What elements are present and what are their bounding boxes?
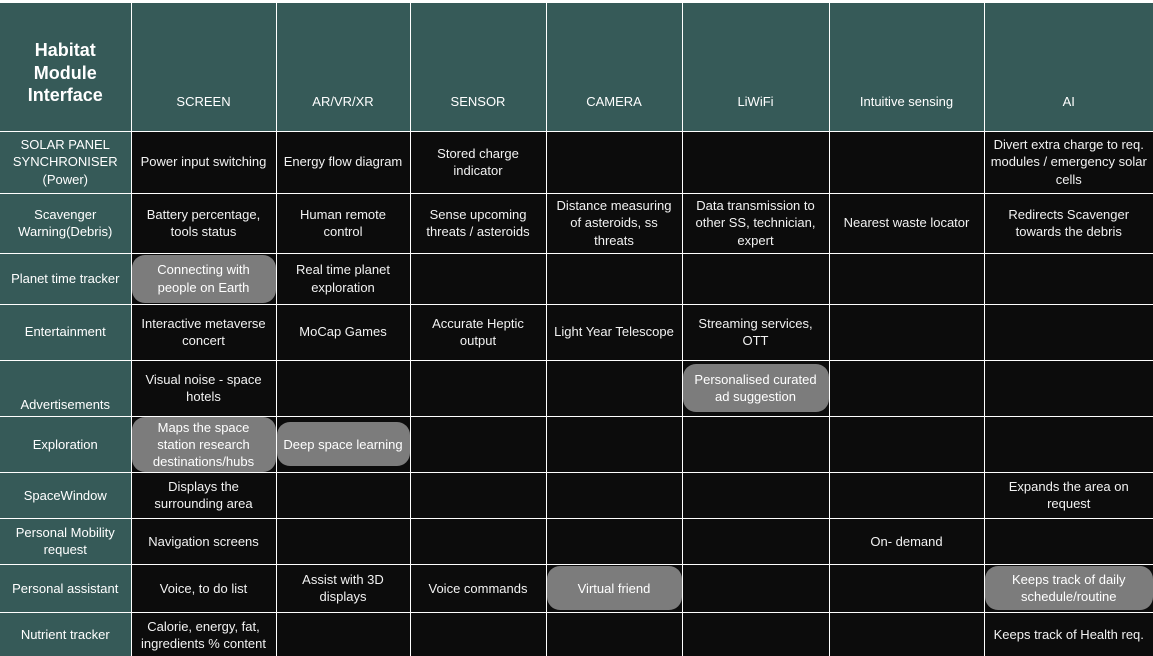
cell-mobility-ar [276, 518, 410, 564]
cell-nutrient-ai: Keeps track of Health req. [984, 612, 1153, 656]
cell-ads-camera [546, 360, 682, 416]
cell-solar-screen: Power input switching [131, 131, 276, 193]
cell-planet-sensor [410, 253, 546, 304]
cell-planet-camera [546, 253, 682, 304]
cell-ads-screen: Visual noise - space hotels [131, 360, 276, 416]
matrix-title-cell [0, 3, 131, 131]
column-header-screen: SCREEN [131, 3, 276, 131]
cell-exploration-intuitive [829, 416, 984, 472]
row-label-solar-panel: SOLAR PANEL SYNCHRONISER (Power) [0, 131, 131, 193]
cell-exploration-ar-text: Deep space learning [283, 436, 402, 453]
cell-solar-liwifi [682, 131, 829, 193]
cell-solar-ai: Divert extra charge to req. modules / emergency solar cells [984, 131, 1153, 193]
matrix-title: Habitat Module Interface [3, 39, 128, 107]
cell-assistant-camera-text: Virtual friend [578, 580, 651, 597]
cell-planet-intuitive [829, 253, 984, 304]
column-header-ai: AI [984, 3, 1153, 131]
cell-spacewindow-screen: Displays the surrounding area [131, 472, 276, 518]
cell-nutrient-screen: Calorie, energy, fat, ingredients % content [131, 612, 276, 656]
cell-planet-liwifi [682, 253, 829, 304]
header-row [0, 3, 1153, 131]
cell-ads-intuitive [829, 360, 984, 416]
cell-solar-ar: Energy flow diagram [276, 131, 410, 193]
cell-assistant-ar: Assist with 3D displays [276, 564, 410, 612]
cell-assistant-ai [984, 564, 1153, 612]
row-label-planet-time: Planet time tracker [0, 253, 131, 304]
cell-entertainment-camera: Light Year Telescope [546, 304, 682, 360]
cell-scavenger-camera: Distance measuring of asteroids, ss threats [546, 193, 682, 253]
cell-scavenger-liwifi: Data transmission to other SS, technician, expert [682, 193, 829, 253]
cell-entertainment-liwifi: Streaming services, OTT [682, 304, 829, 360]
row-label-spacewindow: SpaceWindow [0, 472, 131, 518]
cell-nutrient-intuitive [829, 612, 984, 656]
highlight-pill [985, 566, 1153, 610]
cell-spacewindow-camera [546, 472, 682, 518]
cell-exploration-screen [131, 416, 276, 472]
cell-mobility-liwifi [682, 518, 829, 564]
column-header-sensor: SENSOR [410, 3, 546, 131]
cell-ads-ai [984, 360, 1153, 416]
column-header-liwifi: LiWiFi [682, 3, 829, 131]
cell-solar-sensor: Stored charge indicator [410, 131, 546, 193]
cell-mobility-ai [984, 518, 1153, 564]
matrix-row-spacewindow [0, 472, 1153, 518]
row-label-exploration: Exploration [0, 416, 131, 472]
cell-entertainment-ai [984, 304, 1153, 360]
matrix-row-nutrient-tracker [0, 612, 1153, 656]
cell-entertainment-ar: MoCap Games [276, 304, 410, 360]
row-label-advertisements: Advertisements [0, 360, 131, 416]
cell-exploration-sensor [410, 416, 546, 472]
cell-assistant-intuitive [829, 564, 984, 612]
cell-assistant-screen: Voice, to do list [131, 564, 276, 612]
cell-assistant-ai-text: Keeps track of daily schedule/routine [991, 571, 1148, 605]
cell-ads-ar [276, 360, 410, 416]
cell-assistant-liwifi [682, 564, 829, 612]
cell-ads-liwifi-text: Personalised curated ad suggestion [689, 371, 823, 405]
column-header-camera: CAMERA [546, 3, 682, 131]
matrix-row-planet-time [0, 253, 1153, 304]
highlight-pill [132, 255, 276, 303]
cell-scavenger-sensor: Sense upcoming threats / asteroids [410, 193, 546, 253]
cell-mobility-sensor [410, 518, 546, 564]
cell-solar-camera [546, 131, 682, 193]
cell-spacewindow-ar [276, 472, 410, 518]
cell-scavenger-ar: Human remote control [276, 193, 410, 253]
highlight-pill [683, 364, 829, 412]
matrix-row-personal-assistant [0, 564, 1153, 612]
cell-spacewindow-intuitive [829, 472, 984, 518]
row-label-personal-assistant: Personal assistant [0, 564, 131, 612]
cell-spacewindow-ai: Expands the area on request [984, 472, 1153, 518]
cell-scavenger-screen: Battery percentage, tools status [131, 193, 276, 253]
cell-exploration-screen-text: Maps the space station research destinations/hubs [138, 419, 270, 470]
cell-assistant-camera [546, 564, 682, 612]
cell-assistant-sensor: Voice commands [410, 564, 546, 612]
highlight-pill [547, 566, 682, 610]
cell-mobility-camera [546, 518, 682, 564]
cell-nutrient-camera [546, 612, 682, 656]
matrix-row-scavenger [0, 193, 1153, 253]
cell-planet-ai [984, 253, 1153, 304]
highlight-pill [132, 417, 276, 472]
matrix-row-exploration [0, 416, 1153, 472]
cell-nutrient-sensor [410, 612, 546, 656]
cell-exploration-camera [546, 416, 682, 472]
cell-ads-liwifi [682, 360, 829, 416]
cell-entertainment-intuitive [829, 304, 984, 360]
habitat-interface-matrix [0, 3, 1153, 656]
cell-exploration-liwifi [682, 416, 829, 472]
row-label-personal-mobility: Personal Mobility request [0, 518, 131, 564]
cell-scavenger-ai: Redirects Scavenger towards the debris [984, 193, 1153, 253]
row-label-scavenger: Scavenger Warning(Debris) [0, 193, 131, 253]
cell-spacewindow-sensor [410, 472, 546, 518]
cell-exploration-ai [984, 416, 1153, 472]
cell-exploration-ar [276, 416, 410, 472]
cell-solar-intuitive [829, 131, 984, 193]
matrix-row-entertainment [0, 304, 1153, 360]
cell-mobility-screen: Navigation screens [131, 518, 276, 564]
matrix-row-personal-mobility [0, 518, 1153, 564]
matrix-row-advertisements [0, 360, 1153, 416]
column-header-ar-vr-xr: AR/VR/XR [276, 3, 410, 131]
row-label-entertainment: Entertainment [0, 304, 131, 360]
cell-nutrient-liwifi [682, 612, 829, 656]
cell-planet-ar: Real time planet exploration [276, 253, 410, 304]
cell-scavenger-intuitive: Nearest waste locator [829, 193, 984, 253]
cell-entertainment-screen: Interactive metaverse concert [131, 304, 276, 360]
cell-planet-screen [131, 253, 276, 304]
cell-nutrient-ar [276, 612, 410, 656]
cell-mobility-intuitive: On- demand [829, 518, 984, 564]
highlight-pill [277, 422, 410, 466]
cell-planet-screen-text: Connecting with people on Earth [138, 261, 270, 295]
matrix-row-solar-panel [0, 131, 1153, 193]
cell-entertainment-sensor: Accurate Heptic output [410, 304, 546, 360]
row-label-nutrient-tracker: Nutrient tracker [0, 612, 131, 656]
cell-spacewindow-liwifi [682, 472, 829, 518]
column-header-intuitive-sensing: Intuitive sensing [829, 3, 984, 131]
cell-ads-sensor [410, 360, 546, 416]
